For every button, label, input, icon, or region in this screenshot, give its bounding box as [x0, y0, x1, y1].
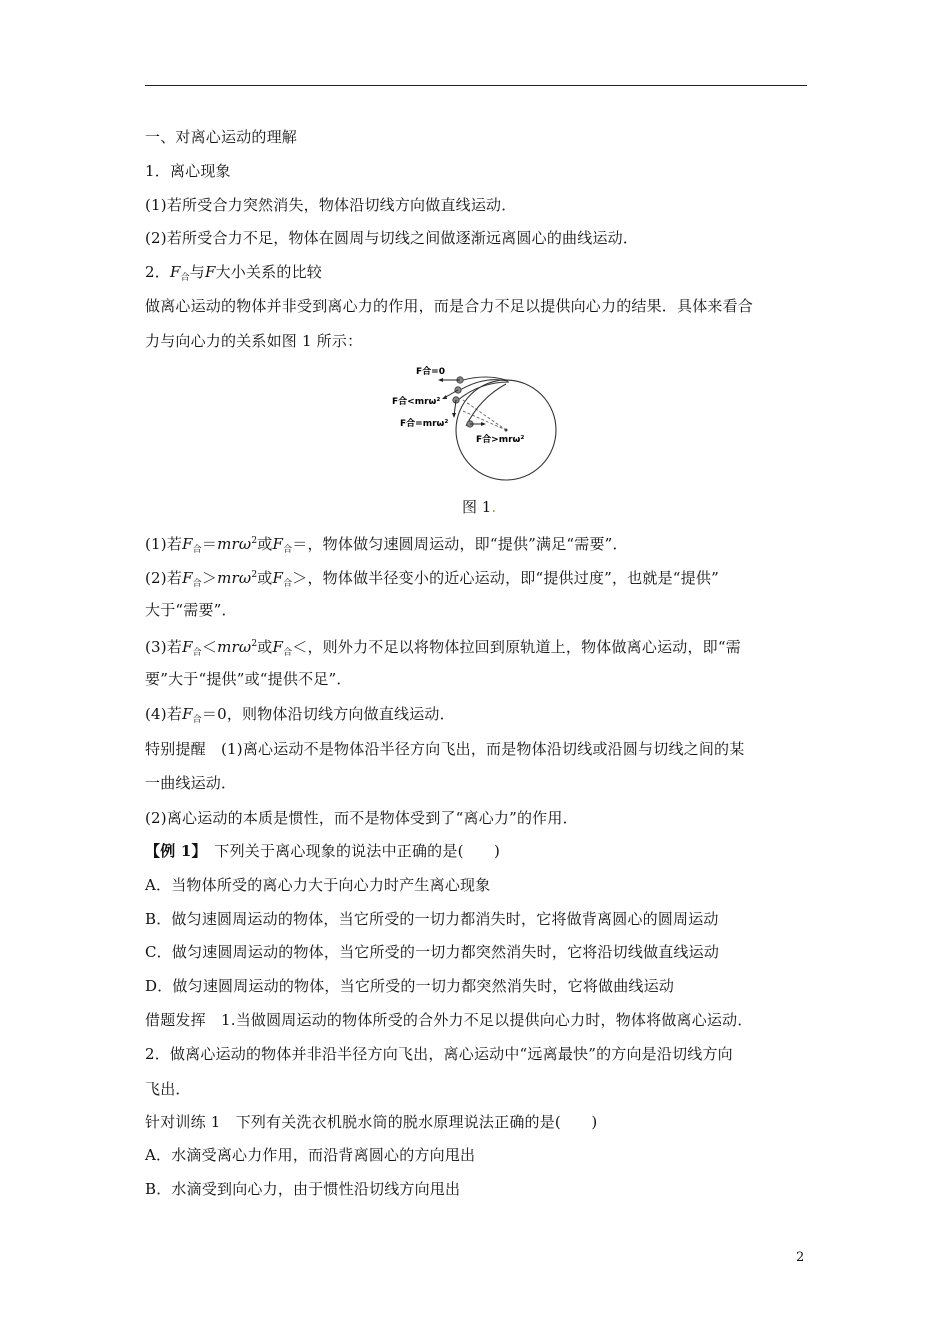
option-a: A．当物体所受的离心力大于向心力时产生离心现象: [145, 876, 491, 894]
paragraph: (2)若所受合力不足，物体在圆周与切线之间做逐渐远离圆心的曲线运动．: [145, 229, 639, 247]
subsection-heading-1: 1．离心现象: [145, 162, 231, 180]
condition-4: (4)若$F_合=0$，则物体沿切线方向做直线运动．: [145, 705, 455, 725]
option-b: B．水滴受到向心力，由于惯性沿切线方向甩出: [145, 1180, 461, 1198]
label-f-less: F合<mrω²: [392, 397, 441, 407]
label-f-equal: F合=mrω²: [400, 419, 449, 429]
subsection-heading-2: 2．$F_合$与F大小关系的比较: [145, 263, 322, 283]
example-stem: 【例 1】 下列关于离心现象的说法中正确的是( ): [145, 842, 501, 860]
label-f-zero: F合=0: [416, 367, 445, 377]
option-b: B．做匀速圆周运动的物体，当它所受的一切力都消失时，它将做背离圆心的圆周运动: [145, 910, 719, 928]
paragraph: 飞出．: [145, 1080, 191, 1098]
option-d: D．做匀速圆周运动的物体，当它所受的一切力都突然消失时，它将做曲线运动: [145, 977, 675, 995]
paragraph: 大于“需要”．: [145, 601, 237, 619]
training-stem: 针对训练 1 下列有关洗衣机脱水筒的脱水原理说法正确的是( ): [145, 1113, 598, 1131]
label-f-greater: F合>mrω²: [476, 435, 525, 445]
section-title: 一、对离心运动的理解: [145, 128, 298, 146]
paragraph: 借题发挥 1.当做圆周运动的物体所受的合外力不足以提供向心力时，物体将做离心运动．: [145, 1011, 753, 1029]
paragraph: 2．做离心运动的物体并非沿半径方向飞出，离心运动中“远离最快”的方向是沿切线方向: [145, 1045, 733, 1063]
paragraph: 一曲线运动．: [145, 774, 237, 792]
header-rule: [145, 85, 807, 86]
figure-caption: 图 1.: [462, 498, 497, 516]
option-a: A．水滴受离心力作用，而沿背离圆心的方向甩出: [145, 1146, 476, 1164]
paragraph: (1)若所受合力突然消失，物体沿切线方向做直线运动．: [145, 196, 517, 214]
condition-1: (1)若$F_合=mr\omega^2$或$F_合=$，物体做匀速圆周运动，即“提供”满足“需要”．: [145, 535, 628, 555]
paragraph: 做离心运动的物体并非受到离心力的作用，而是合力不足以提供向心力的结果．具体来看合: [145, 297, 754, 315]
condition-3: (3)若$F_合<mr\omega^2$或$F_合<$，则外力不足以将物体拉回到原轨道上，物体做离心运动，即“需: [145, 638, 741, 658]
page-number: 2: [796, 1250, 805, 1265]
paragraph: 要”大于“提供”或“提供不足”．: [145, 670, 352, 688]
condition-2: (2)若$F_合>mr\omega^2$或$F_合>$，物体做半径变小的近心运动，即“提供过度”，也就是“提供”: [145, 569, 719, 589]
option-c: C．做匀速圆周运动的物体，当它所受的一切力都突然消失时，它将沿切线做直线运动: [145, 943, 720, 961]
figure-centrifugal-diagram: [388, 358, 568, 482]
paragraph: 力与向心力的关系如图 1 所示：: [145, 332, 363, 350]
paragraph: (2)离心运动的本质是惯性，而不是物体受到了“离心力”的作用．: [145, 809, 578, 827]
tip-paragraph: 特别提醒 (1)离心运动不是物体沿半径方向飞出，而是物体沿切线或沿圆与切线之间的某: [145, 740, 745, 758]
